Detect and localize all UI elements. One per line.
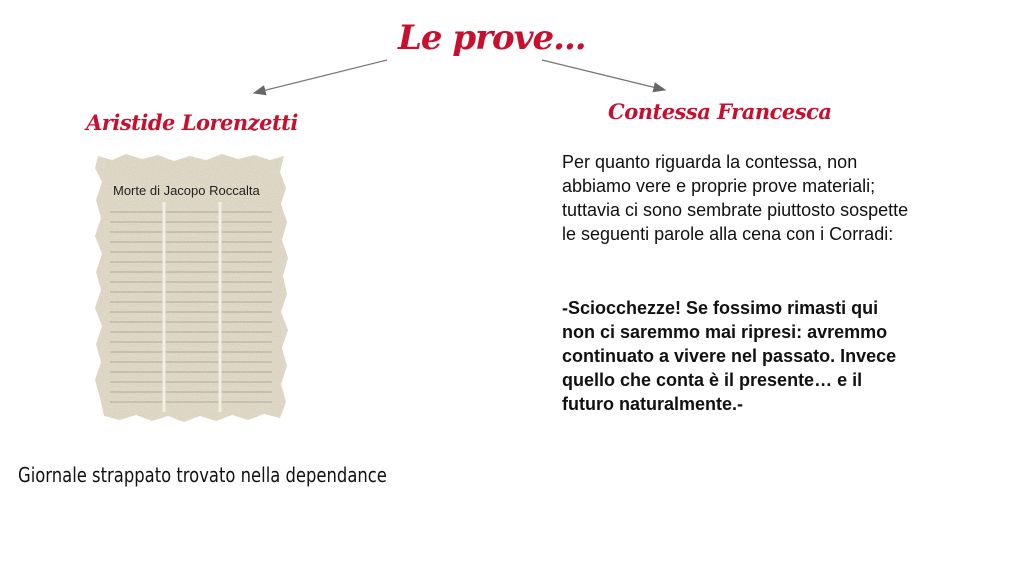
arrow-left: [254, 60, 387, 93]
newspaper-caption: Giornale strappato trovato nella dependance: [18, 463, 387, 487]
newspaper-headline: Morte di Jacopo Roccalta: [113, 183, 260, 198]
suspect-name-right: Contessa Francesca: [608, 99, 832, 124]
evidence-description: [562, 150, 912, 246]
arrow-right: [542, 60, 665, 90]
evidence-quote: -Sciocchezze! Se fossimo rimasti qui non ci saremmo mai ripresi: avremmo continuato a vivere nel passato. Invece quello che conta è il presente… e il futuro naturalmente.-: [562, 298, 897, 414]
suspect-name-left: Aristide Lorenzetti: [86, 110, 298, 135]
slide-title: Le prove...: [398, 18, 586, 58]
evidence-paragraph: Per quanto riguarda la contessa, non abbiamo vere e proprie prove materiali; tuttavia ci sono sembrate piuttosto sospette le seguenti parole alla cena con i Corradi:: [562, 152, 909, 244]
